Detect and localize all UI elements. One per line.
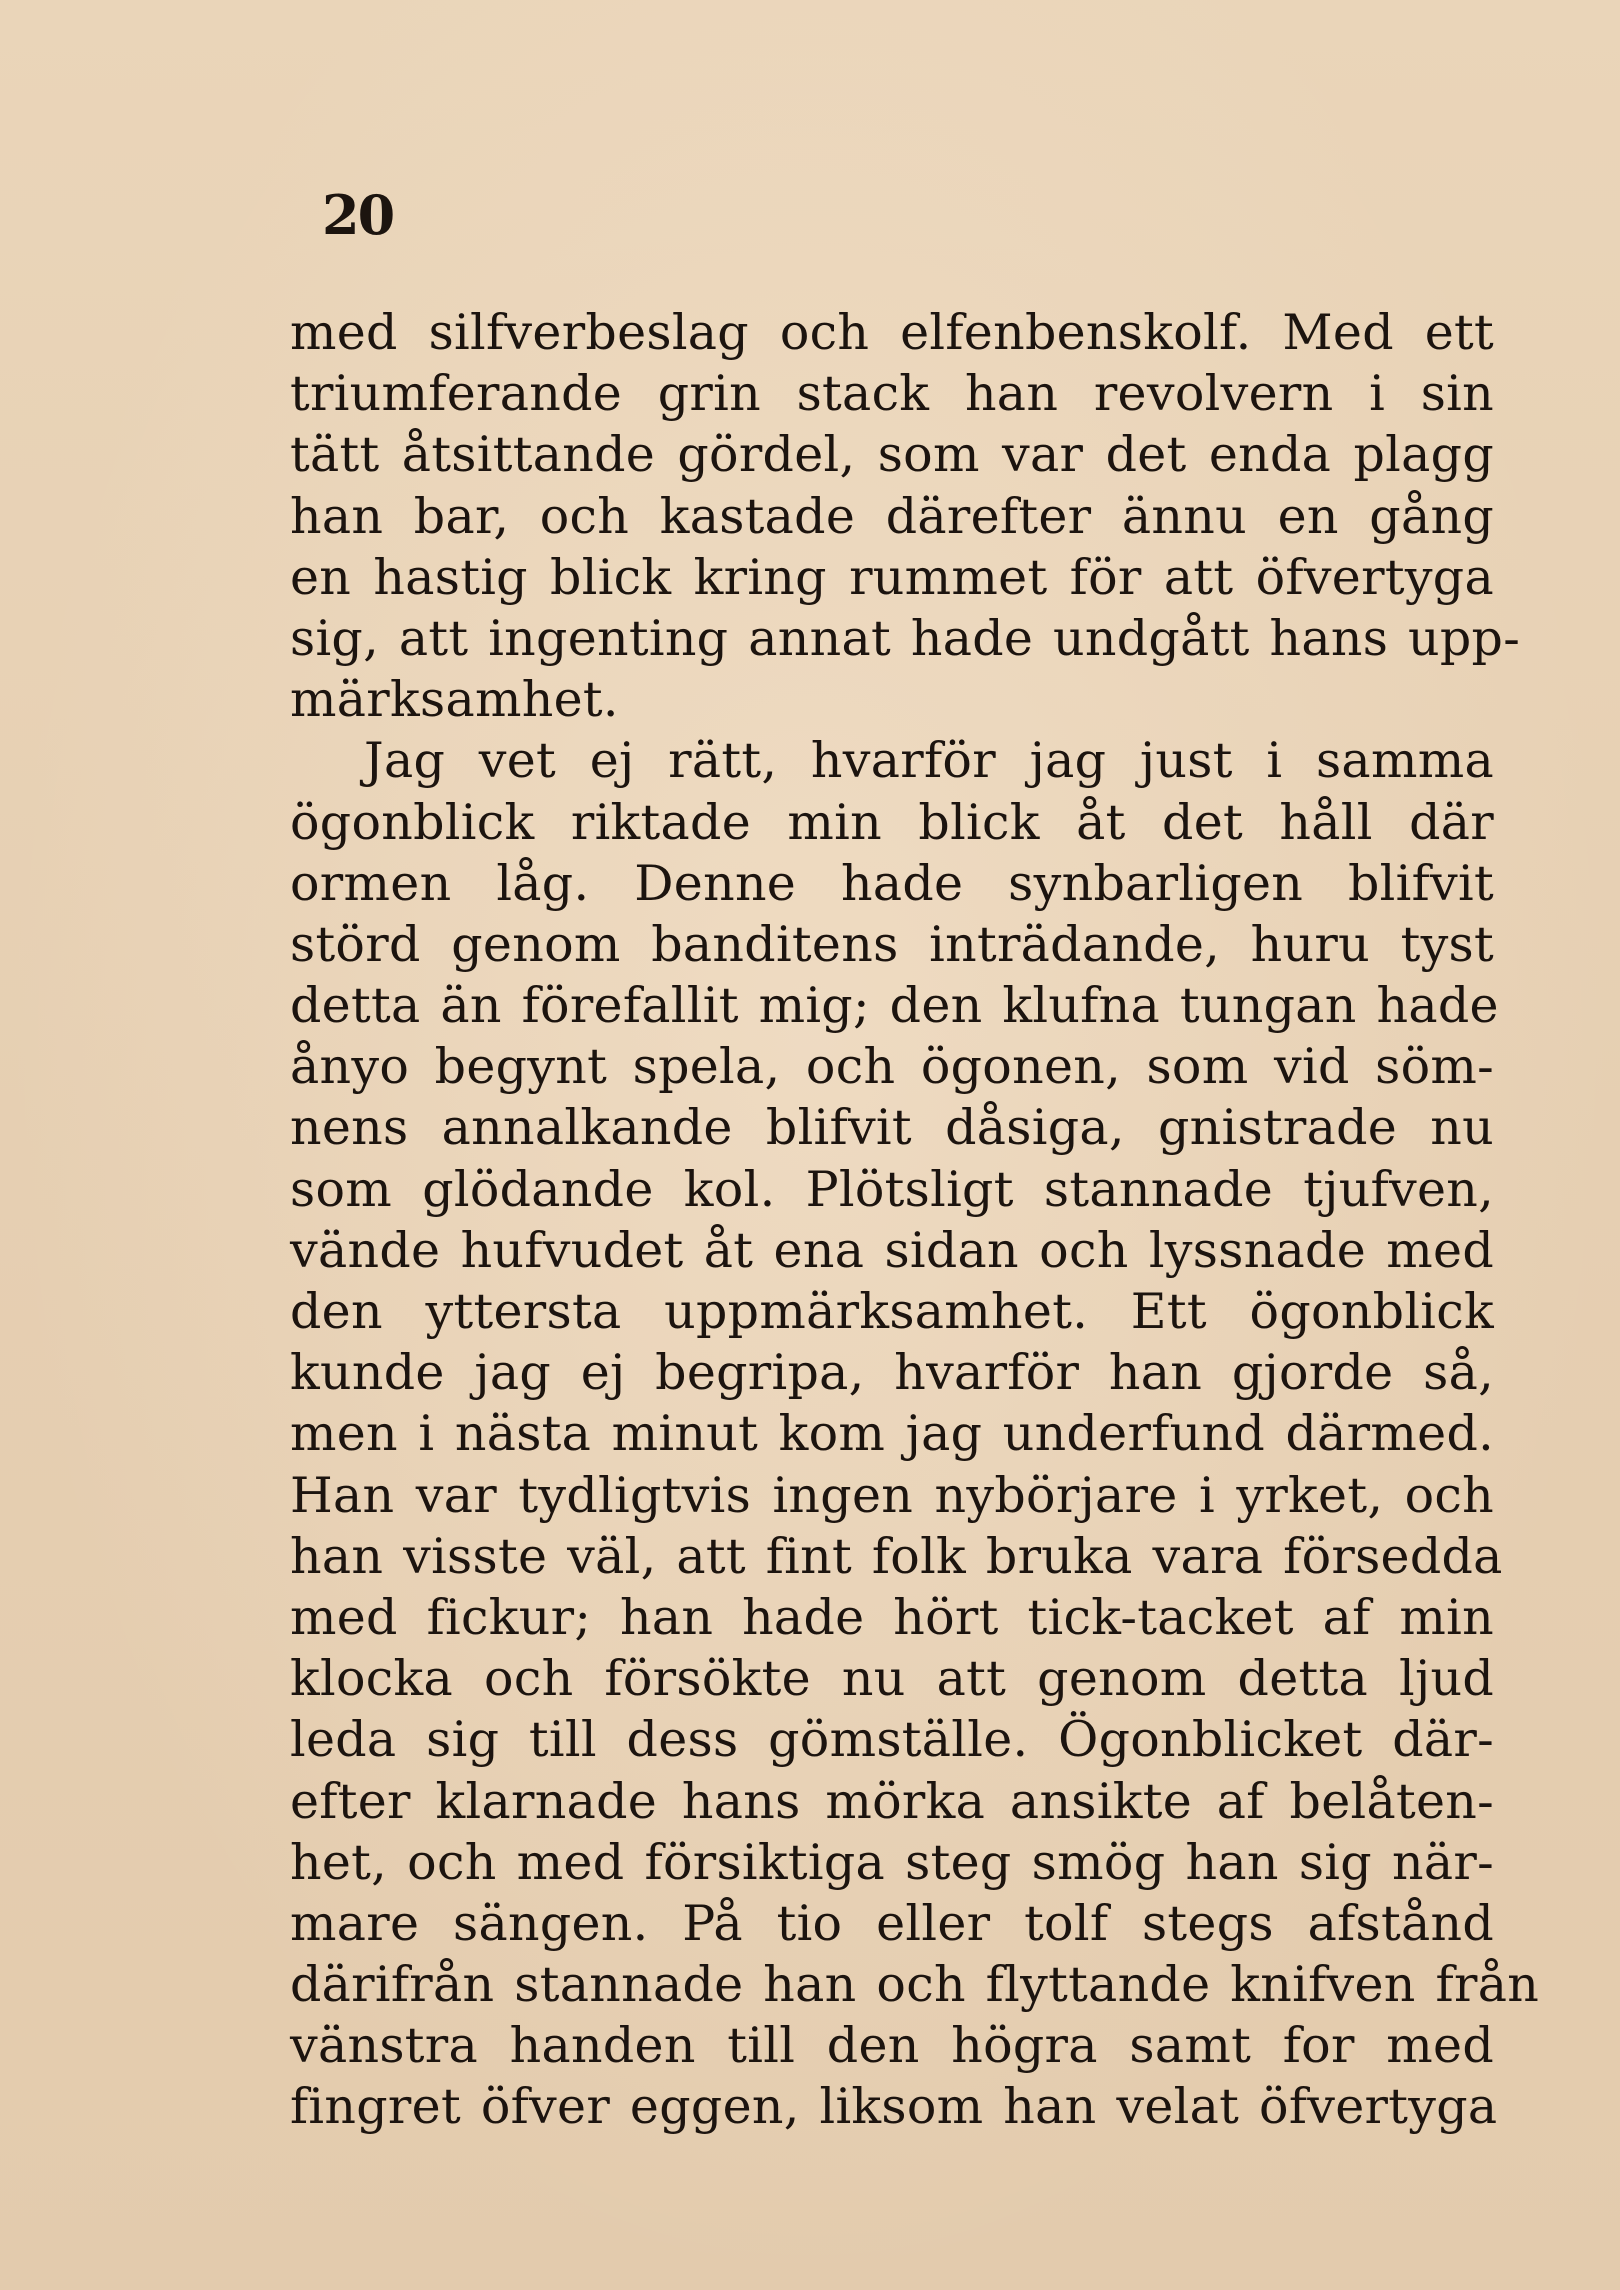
text-line: fingret öfver eggen, liksom han velat öfvertyga [290, 2078, 1498, 2136]
page-number: 20 [322, 183, 394, 247]
text-line: han bar, och kastade därefter ännu en gång [290, 487, 1494, 545]
text-line: ögonblick riktade min blick åt det håll där [290, 793, 1494, 851]
text-line: leda sig till dess gömställe. Ögonblicket där- [290, 1711, 1494, 1769]
body-text [290, 302, 1540, 2138]
text-line: Han var tydligtvis ingen nybörjare i yrket, och [290, 1466, 1494, 1524]
text-line: en hastig blick kring rummet för att öfvertyga [290, 548, 1494, 606]
text-line: sig, att ingenting annat hade undgått hans upp- [290, 609, 1521, 667]
text-line: nens annalkande blifvit dåsiga, gnistrade nu [290, 1099, 1494, 1157]
text-line: vänstra handen till den högra samt for med [290, 2017, 1494, 2075]
text-line: Jag vet ej rätt, hvarför jag just i samma [364, 732, 1494, 790]
text-line: men i nästa minut kom jag underfund därmed. [290, 1405, 1494, 1463]
text-line: triumferande grin stack han revolvern i sin [290, 365, 1494, 423]
text-line: vände hufvudet åt ena sidan och lyssnade med [290, 1221, 1494, 1279]
text-line: mare sängen. På tio eller tolf stegs afstånd [290, 1894, 1494, 1952]
text-line: het, och med försiktiga steg smög han sig när- [290, 1833, 1494, 1891]
text-line: ormen låg. Denne hade synbarligen blifvit [290, 854, 1494, 912]
text-line: ånyo begynt spela, och ögonen, som vid söm- [290, 1038, 1494, 1096]
text-line: han visste väl, att fint folk bruka vara försedda [290, 1527, 1503, 1585]
text-line: med silfverbeslag och elfenbenskolf. Med ett [290, 304, 1494, 361]
text-line: som glödande kol. Plötsligt stannade tjufven, [290, 1160, 1494, 1218]
text-line: med fickur; han hade hört tick-tacket af min [290, 1588, 1494, 1646]
text-line: störd genom banditens inträdande, huru tyst [290, 915, 1494, 973]
text-line: därifrån stannade han och flyttande knifven från [290, 1956, 1540, 2014]
text-line: klocka och försökte nu att genom detta ljud [290, 1650, 1494, 1708]
text-line: detta än förefallit mig; den klufna tungan hade [290, 977, 1499, 1035]
text-line: tätt åtsittande gördel, som var det enda plagg [290, 426, 1494, 484]
text-line: efter klarnade hans mörka ansikte af belåten- [290, 1772, 1494, 1830]
text-line: den yttersta uppmärksamhet. Ett ögonblick [290, 1283, 1494, 1340]
text-line: märksamhet. [290, 671, 619, 729]
text-line: kunde jag ej begripa, hvarför han gjorde så, [290, 1344, 1494, 1402]
